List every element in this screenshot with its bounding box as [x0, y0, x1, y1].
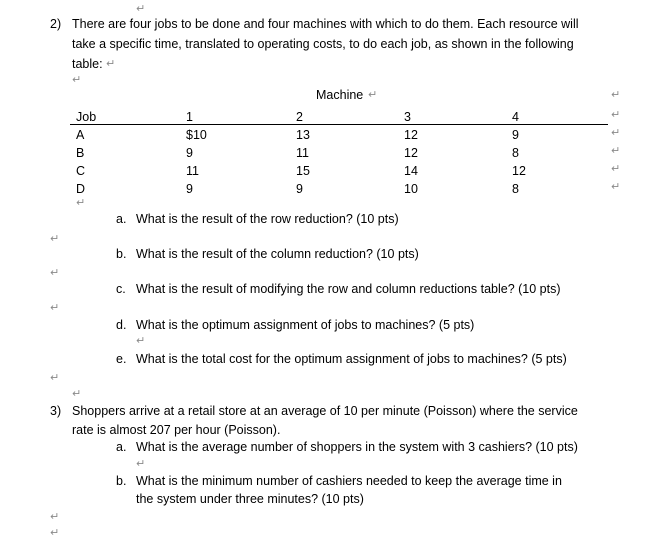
subquestion-letter: b.: [116, 247, 127, 261]
column-header-machine-2: 2: [296, 110, 303, 124]
subquestion-text: What is the total cost for the optimum assignment of jobs to machines? (5 pts): [136, 352, 567, 366]
table-cell-job: C: [76, 164, 86, 178]
subquestion-text: the system under three minutes? (10 pts): [136, 492, 364, 506]
row-end-mark: ↵: [611, 89, 621, 101]
column-header-machine-4: 4: [512, 110, 519, 124]
table-cell-job: A: [76, 128, 85, 142]
paragraph-mark: ↵: [50, 527, 60, 539]
table-cell: 10: [404, 182, 418, 196]
paragraph-mark: ↵: [136, 335, 146, 347]
paragraph-mark: ↵: [136, 3, 146, 15]
row-end-mark: ↵: [611, 109, 621, 121]
paragraph-mark: ↵: [72, 388, 82, 400]
table-cell: 8: [512, 182, 519, 196]
column-header-machine-3: 3: [404, 110, 411, 124]
table-header-rule: [70, 124, 608, 125]
table-cell: 13: [296, 128, 310, 142]
paragraph-mark: ↵: [50, 233, 60, 245]
subquestion-text: What is the result of modifying the row and column reductions table? (10 pts): [136, 282, 561, 296]
subquestion-text: What is the result of the column reduction? (10 pts): [136, 247, 419, 261]
subquestion-letter: e.: [116, 352, 127, 366]
table-caption: Machine: [316, 88, 364, 102]
subquestion-letter: d.: [116, 318, 127, 332]
row-end-mark: ↵: [611, 127, 621, 139]
paragraph-mark: ↵: [136, 458, 146, 470]
subquestion-text: What is the result of the row reduction? (10 pts): [136, 212, 399, 226]
paragraph-mark: ↵: [50, 511, 60, 523]
table-cell: 15: [296, 164, 310, 178]
table-cell: 9: [186, 182, 193, 196]
question-number: 3): [50, 404, 62, 418]
table-cell: 12: [512, 164, 526, 178]
table-cell: 9: [512, 128, 519, 142]
subquestion-letter: b.: [116, 474, 127, 488]
paragraph-mark: ↵: [76, 197, 86, 209]
subquestion-letter: c.: [116, 282, 126, 296]
question-text-line: Shoppers arrive at a retail store at an average of 10 per minute (Poisson) where the service: [72, 404, 578, 418]
question-text-line: There are four jobs to be done and four machines with which to do them. Each resource will: [72, 17, 579, 31]
question-text-line: take a specific time, translated to operating costs, to do each job, as shown in the following: [72, 37, 574, 51]
table-cell: 12: [404, 128, 418, 142]
question-text-line: table:: [72, 57, 103, 71]
subquestion-letter: a.: [116, 440, 127, 454]
table-cell: 9: [296, 182, 303, 196]
table-cell: 11: [186, 164, 199, 178]
table-cell: 8: [512, 146, 519, 160]
row-end-mark: ↵: [611, 145, 621, 157]
row-end-mark: ↵: [611, 163, 621, 175]
subquestion-text: What is the optimum assignment of jobs to machines? (5 pts): [136, 318, 475, 332]
subquestion-letter: a.: [116, 212, 127, 226]
row-end-mark: ↵: [611, 181, 621, 193]
paragraph-mark: ↵: [72, 74, 82, 86]
paragraph-mark: ↵: [50, 372, 60, 384]
table-cell-job: D: [76, 182, 86, 196]
paragraph-mark: ↵: [106, 58, 116, 70]
table-cell: 12: [404, 146, 418, 160]
column-header-machine-1: 1: [186, 110, 193, 124]
paragraph-mark: ↵: [50, 267, 60, 279]
question-number: 2): [50, 17, 62, 31]
subquestion-text: What is the average number of shoppers in the system with 3 cashiers? (10 pts): [136, 440, 578, 454]
table-cell: 14: [404, 164, 418, 178]
table-cell-job: B: [76, 146, 85, 160]
question-text-line: rate is almost 207 per hour (Poisson).: [72, 423, 281, 437]
subquestion-text: What is the minimum number of cashiers needed to keep the average time in: [136, 474, 562, 488]
table-cell: 9: [186, 146, 193, 160]
column-header-job: Job: [76, 110, 97, 124]
paragraph-mark: ↵: [50, 302, 60, 314]
table-cell: $10: [186, 128, 207, 142]
table-cell: 11: [296, 146, 309, 160]
cell-mark: ↵: [368, 89, 378, 101]
